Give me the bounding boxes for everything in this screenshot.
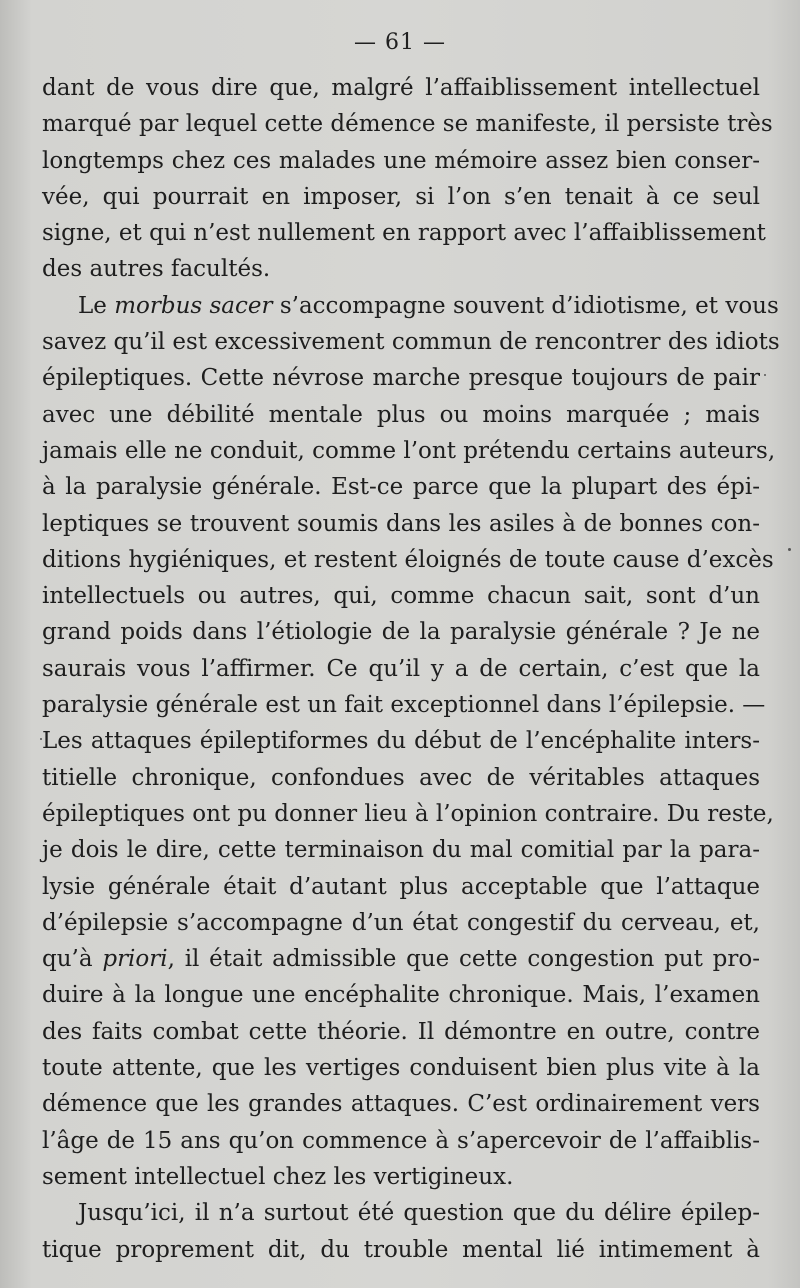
paper-speck xyxy=(764,374,766,376)
para2-lead: Le xyxy=(78,292,107,319)
text-line: des faits combat cette théorie. Il démontre en outre, contre xyxy=(42,1018,760,1045)
latin-term: priori xyxy=(102,946,168,973)
paper-speck xyxy=(40,738,42,740)
text-line: vée, qui pourrait en imposer, si l’on s’en tenait à ce seul xyxy=(42,183,760,210)
text-line: à la paralysie générale. Est-ce parce que la plupart des épi- xyxy=(42,474,760,501)
text-line: avec une débilité mentale plus ou moins marquée ; mais xyxy=(42,401,760,428)
text-line xyxy=(42,941,760,977)
text-line: longtemps chez ces malades une mémoire assez bien conser- xyxy=(42,147,760,174)
text-fragment: , il était admissible que cette congestion put pro- xyxy=(167,946,760,973)
text-line: paralysie générale est un fait exceptionnel dans l’épilepsie. — xyxy=(42,692,766,719)
text-fragment: qu’à xyxy=(42,946,93,973)
text-line: grand poids dans l’étiologie de la paralysie générale ? Je ne xyxy=(42,619,760,646)
text-line: savez qu’il est excessivement commun de rencontrer des idiots xyxy=(42,329,780,356)
body-text xyxy=(42,70,780,1268)
text-line: toute attente, que les vertiges conduisent bien plus vite à la xyxy=(42,1055,760,1082)
text-line: l’âge de 15 ans qu’on commence à s’apercevoir de l’affaiblis- xyxy=(42,1127,760,1154)
para2-rest: s’accompagne souvent d’idiotisme, et vous xyxy=(279,292,779,319)
text-line: épileptiques ont pu donner lieu à l’opinion contraire. Du reste, xyxy=(42,800,774,827)
text-line: leptiques se trouvent soumis dans les asiles à de bonnes con- xyxy=(42,510,760,537)
text-line: sement intellectuel chez les vertigineux. xyxy=(42,1163,514,1190)
text-line: d’épilepsie s’accompagne d’un état congestif du cerveau, et, xyxy=(42,909,760,936)
text-line: marqué par lequel cette démence se manifeste, il persiste très xyxy=(42,111,773,138)
paper-speck xyxy=(788,548,791,551)
text-line: titielle chronique, confondues avec de véritables attaques xyxy=(42,764,760,791)
text-line: ditions hygiéniques, et restent éloignés de toute cause d’excès xyxy=(42,546,774,573)
latin-term: morbus sacer xyxy=(114,292,273,319)
text-line: signe, et qui n’est nullement en rapport avec l’affaiblissement xyxy=(42,220,766,247)
text-line: duire à la longue une encéphalite chronique. Mais, l’examen xyxy=(42,982,760,1009)
text-line: intellectuels ou autres, qui, comme chacun sait, sont d’un xyxy=(42,583,760,610)
text-line: jamais elle ne conduit, comme l’ont prétendu certains auteurs, xyxy=(42,437,776,464)
text-line: épileptiques. Cette névrose marche presque toujours de pair xyxy=(42,365,760,392)
text-line: des autres facultés. xyxy=(42,256,271,283)
text-line: saurais vous l’affirmer. Ce qu’il y a de certain, c’est que la xyxy=(42,655,760,682)
text-line: tique proprement dit, du trouble mental lié intimement à xyxy=(42,1236,760,1263)
text-line xyxy=(42,288,779,324)
text-line: je dois le dire, cette terminaison du mal comitial par la para- xyxy=(42,837,760,864)
page-number: — 61 — xyxy=(354,30,446,55)
text-line: dant de vous dire que, malgré l’affaiblissement intellectuel xyxy=(42,75,760,101)
text-line: démence que les grandes attaques. C’est ordinairement vers xyxy=(42,1091,760,1118)
text-line: lysie générale était d’autant plus acceptable que l’attaque xyxy=(42,873,760,900)
text-line: Jusqu’ici, il n’a surtout été question que du délire épilep- xyxy=(78,1200,760,1227)
text-line: Les attaques épileptiformes du début de l’encéphalite inters- xyxy=(42,728,760,755)
